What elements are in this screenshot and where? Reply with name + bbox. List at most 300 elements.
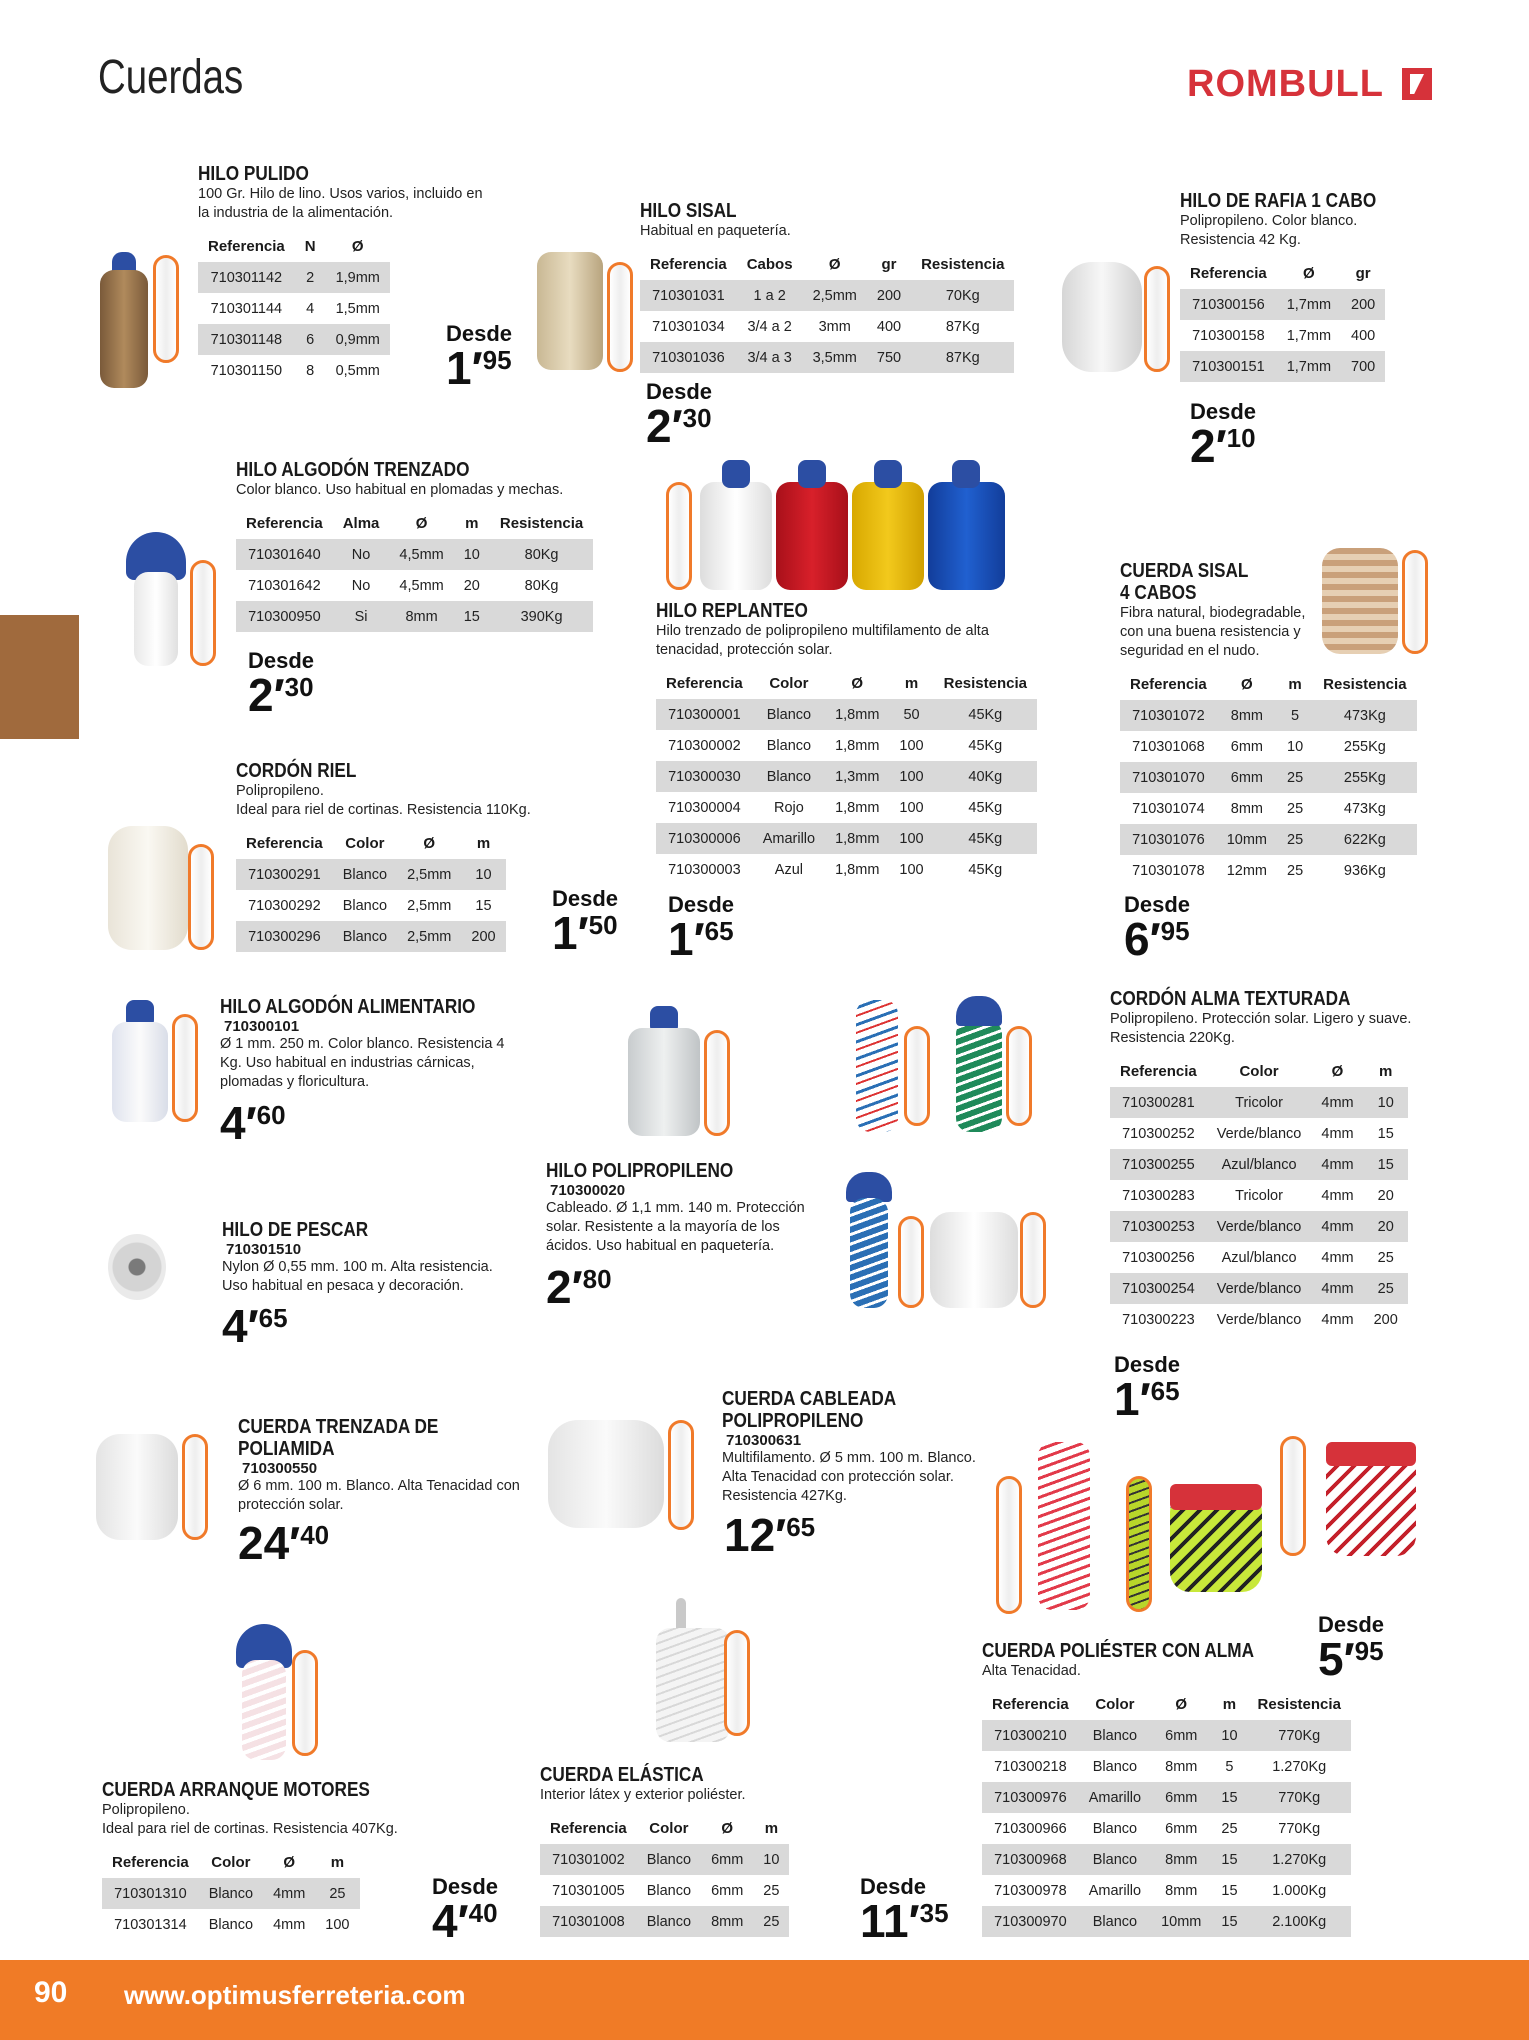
column-header: Ø [721,1820,734,1837]
hilo-algodon-trenzado-swatch [190,560,216,666]
price-cuerda-poliester-alma: Desde 5′95 [1318,1612,1385,1685]
table-cell: 710301002 [540,1844,637,1875]
table-cell: 100 [889,823,933,854]
table-row [1180,289,1385,320]
table-cell: 255Kg [1313,762,1416,793]
table-cell: 50 [889,699,933,730]
product-hilo-polipropileno [546,1160,806,1256]
table-cell: 710300006 [656,823,753,854]
table-cell: Blanco [637,1906,701,1937]
table-cell: 100 [325,1916,350,1933]
column-header: Ø [1175,1696,1188,1713]
product-description: Color blanco. Uso habitual en plomadas y mechas. [236,482,564,498]
table-cell: 400 [1351,327,1376,344]
table-cell: Blanco [199,1878,263,1909]
column-header: Referencia [992,1696,1069,1713]
product-description: Interior látex y exterior poliéster. [540,1787,746,1803]
column-header: Referencia [246,835,323,852]
table-cell: 390Kg [490,601,593,632]
table-cell: 710301076 [1120,824,1217,855]
table-cell: 8 [306,362,315,379]
column-header: Referencia [112,1854,189,1871]
table-cell: 2,5mm [803,280,867,311]
product-description: Polipropileno. Protección solar. Ligero y suave. Resistencia 220Kg. [1110,1011,1412,1046]
table-cell: 710301074 [1132,800,1205,817]
table-cell: 400 [876,318,902,335]
table-row [1120,824,1417,855]
column-header: Ø [415,515,428,532]
table-header-row [1110,1056,1408,1087]
brand-name: ROMBULL [1187,63,1384,105]
table-cell: 15 [1364,1149,1408,1180]
table-cell: Blanco [646,1882,692,1899]
table-row [198,355,390,386]
table-cell: 10 [753,1844,789,1875]
table-cell: 1,8mm [835,861,880,878]
table-cell: 2 [295,262,326,293]
product-cuerda-poliester-alma [982,1640,1351,1937]
table-cell: 15 [454,601,490,632]
table-cell: Blanco [753,761,825,792]
column-header: Resistencia [921,256,1005,273]
page-title: Cuerdas [98,51,244,104]
table-cell: 4mm [1311,1273,1363,1304]
product-reference: 710300550 [242,1460,318,1477]
column-header: m [1379,1063,1393,1080]
spec-table [198,231,390,386]
table-cell: 936Kg [1343,862,1386,879]
table-cell: Blanco [333,859,397,890]
table-cell: 8mm [389,601,453,632]
table-row [982,1751,1351,1782]
table-cell: 4,5mm [399,577,444,594]
table-cell: 710301642 [248,577,321,594]
table-cell: Blanco [1079,1906,1151,1937]
column-header: Ø [423,835,436,852]
table-header-row [1120,669,1417,700]
hilo-algodon-alimentario-image [112,1000,168,1122]
table-cell: 4mm [1311,1087,1363,1118]
table-row [1120,700,1417,731]
column-header: Ø [283,1854,296,1871]
table-cell: 25 [315,1878,359,1909]
table-row [102,1878,360,1909]
table-cell: 750 [867,342,911,373]
brand-logo-icon [1402,68,1432,100]
table-cell: 710300218 [994,1758,1067,1775]
column-header: Color [769,675,809,692]
table-cell: 25 [1287,862,1304,879]
table-cell: 100 [899,737,924,754]
table-header-row [102,1847,360,1878]
table-cell: 15 [1377,1125,1394,1142]
table-row [236,601,593,632]
column-header: gr [881,256,897,273]
column-header: m [904,675,919,692]
product-hilo-replanteo [656,600,1037,885]
table-cell: 8mm [701,1906,753,1937]
spec-table [1180,258,1385,382]
product-title: HILO DE RAFIA 1 CABO [1180,190,1377,212]
table-cell: 710301078 [1132,862,1205,879]
table-header-row [236,508,593,539]
column-header: Ø [851,675,864,692]
table-cell: 25 [753,1906,789,1937]
table-row [1110,1273,1408,1304]
table-row [540,1906,789,1937]
table-row [982,1906,1351,1937]
table-cell: 87Kg [945,318,980,335]
hilo-polipropileno-image [628,1006,700,1136]
spec-table [540,1813,789,1937]
product-title: CUERDA ARRANQUE MOTORES [102,1779,370,1801]
column-header: m [1222,1696,1237,1713]
table-cell: 710301034 [652,318,725,335]
cuerda-cableada-image [548,1420,664,1528]
table-cell: 8mm [1165,1758,1198,1775]
table-cell: 710301036 [640,342,737,373]
product-description-line2: Ideal para riel de cortinas. Resistencia 110Kg. [236,802,531,818]
table-row [540,1844,789,1875]
column-header: N [304,238,316,255]
table-row [540,1875,789,1906]
table-cell: 6mm [1151,1720,1211,1751]
table-cell: 70Kg [911,280,1014,311]
spec-table [982,1689,1351,1937]
table-cell: 710300001 [656,699,753,730]
table-cell: 87Kg [911,342,1014,373]
cuerda-trenzada-poliamida-swatch [182,1434,208,1540]
product-reference: 710300631 [726,1432,802,1449]
table-cell: 25 [1377,1249,1394,1266]
table-cell: No [333,539,390,570]
table-row [1120,793,1417,824]
product-title: HILO PULIDO [198,163,309,185]
table-cell: 4mm [1321,1187,1354,1204]
price-cuerda-cableada: 12′65 [724,1509,816,1561]
table-cell: 4mm [1311,1211,1363,1242]
table-cell: 710300950 [236,601,333,632]
table-header-row [640,249,1014,280]
product-hilo-pescar [222,1219,512,1296]
table-cell: 1.270Kg [1272,1758,1327,1775]
table-cell: 710301314 [114,1916,187,1933]
table-row [982,1720,1351,1751]
table-row [236,539,593,570]
table-cell: 15 [1211,1782,1247,1813]
table-cell: 200 [1341,289,1385,320]
table-row [1110,1304,1408,1335]
table-cell: 770Kg [1248,1782,1351,1813]
product-description: 100 Gr. Hilo de lino. Usos varios, incluido en la industria de la alimentación. [198,186,483,221]
table-header-row [540,1813,789,1844]
table-cell: 100 [889,761,933,792]
product-cuerda-sisal [1120,560,1417,886]
product-description: Cableado. Ø 1,1 mm. 140 m. Protección solar. Resistente a la mayoría de los ácidos. Uso habitual en paquetería. [546,1200,805,1254]
table-row [198,324,390,355]
table-cell: 1,5mm [335,300,380,317]
product-description: Alta Tenacidad. [982,1663,1081,1679]
product-title: CUERDA SISAL [1120,560,1249,582]
table-cell: 710301310 [102,1878,199,1909]
column-header: m [465,515,479,532]
table-row [1110,1180,1408,1211]
cuerda-elastica-image [656,1598,730,1742]
table-cell: 4mm [1311,1149,1363,1180]
table-header-row [236,828,506,859]
table-cell: 710300292 [248,897,321,914]
table-cell: 2,5mm [407,897,452,914]
product-title-line2: POLIAMIDA [238,1438,335,1460]
table-cell: 200 [1373,1311,1398,1328]
table-cell: Blanco [208,1916,254,1933]
table-cell: 6mm [1230,738,1263,755]
table-cell: 710300252 [1122,1125,1195,1142]
table-cell: 80Kg [524,577,559,594]
table-row [640,342,1014,373]
spec-table [1110,1056,1408,1335]
column-header: Referencia [1130,676,1207,693]
product-reference: 710301510 [226,1241,302,1258]
price-hilo-algodon-alimentario: 4′60 [220,1097,286,1149]
table-cell: 6mm [1151,1782,1211,1813]
table-cell: 25 [1287,800,1304,817]
table-cell: 15 [1211,1906,1247,1937]
table-cell: 710300210 [982,1720,1079,1751]
column-header: Resistencia [943,675,1028,692]
spec-table [640,249,1014,373]
table-row [236,921,506,952]
table-cell: 2,5mm [397,859,461,890]
product-reference: 710300101 [224,1018,300,1035]
price-hilo-pescar: 4′65 [222,1300,288,1352]
table-cell: 710301031 [640,280,737,311]
table-cell: No [351,577,371,594]
table-cell: Verde/blanco [1216,1125,1302,1142]
column-header: Ø [1303,265,1315,282]
table-cell: 710301008 [540,1906,637,1937]
hilo-replanteo-swatch [666,482,692,590]
column-header: Resistencia [499,515,584,532]
table-cell: Blanco [1079,1844,1151,1875]
table-cell: 710300254 [1110,1273,1207,1304]
table-cell: Verde/blanco [1216,1311,1302,1328]
table-cell: 3/4 a 3 [737,342,803,373]
table-cell: 8mm [1230,800,1263,817]
table-cell: 6 [295,324,326,355]
table-cell: 255Kg [1343,738,1386,755]
price-cuerda-trenzada-poliamida: 24′40 [238,1517,330,1569]
brand-logo [1187,64,1432,104]
table-row [1110,1242,1408,1273]
product-description: Hilo trenzado de polipropileno multifilamento de alta tenacidad, protección solar. [656,623,989,658]
table-cell: 10 [454,539,490,570]
product-title: HILO ALGODÓN TRENZADO [236,459,470,481]
price-hilo-polipropileno: 2′80 [546,1261,612,1313]
cordon-riel-swatch [188,844,214,950]
column-header: Referencia [550,1820,627,1837]
table-cell: 5 [1277,700,1313,731]
column-header: Color [1095,1696,1135,1713]
table-cell: 1,7mm [1286,327,1332,344]
table-cell: 100 [899,799,924,816]
table-cell: 770Kg [1248,1720,1351,1751]
table-cell: Amarillo [753,823,825,854]
column-header: Resistencia [1323,676,1407,693]
table-cell: 700 [1341,351,1385,382]
column-header: m [764,1820,779,1837]
table-cell: 1,8mm [825,699,889,730]
table-cell: 25 [1221,1820,1238,1837]
table-cell: 12mm [1226,862,1268,879]
table-cell: 710300158 [1192,327,1265,344]
table-cell: 0,9mm [326,324,390,355]
table-cell: 710300281 [1110,1087,1207,1118]
table-cell: 45Kg [968,737,1003,754]
column-header: Ø [351,238,364,255]
table-cell: 473Kg [1343,800,1386,817]
product-title: HILO SISAL [640,200,737,222]
product-description: Habitual en paquetería. [640,223,791,239]
table-cell: 8mm [1217,700,1277,731]
hilo-pescar-image [108,1234,166,1300]
table-cell: Amarillo [1088,1882,1142,1899]
product-hilo-rafia [1180,190,1408,382]
table-row [640,280,1014,311]
table-row [1120,731,1417,762]
hilo-algodon-alimentario-swatch [172,1014,198,1122]
product-cuerda-cableada [722,1388,982,1506]
table-cell: 80Kg [490,539,593,570]
table-cell: 710300003 [668,861,741,878]
product-cuerda-elastica [540,1764,789,1937]
table-cell: 710301148 [198,324,295,355]
cuerda-trenzada-poliamida-image [96,1434,178,1540]
column-header: Ø [1241,676,1253,693]
table-cell: 3,5mm [803,342,867,373]
table-cell: 40Kg [934,761,1037,792]
product-description: Polipropileno. [102,1802,190,1818]
table-cell: 710300004 [668,799,741,816]
table-cell: 45Kg [968,861,1003,878]
column-header: Referencia [1190,265,1267,282]
column-header: m [330,1854,345,1871]
table-cell: Blanco [766,737,812,754]
spec-table [656,668,1037,885]
table-cell: 710301150 [210,362,283,379]
table-cell: 1 a 2 [737,280,803,311]
table-cell: Blanco [342,897,388,914]
product-title-line2: POLIPROPILENO [722,1410,864,1432]
table-header-row [198,231,390,262]
table-cell: 2,5mm [397,921,461,952]
table-cell: Si [333,601,390,632]
table-cell: Blanco [1079,1720,1151,1751]
hilo-sisal-image [537,252,603,370]
spec-table [236,508,593,632]
hilo-replanteo-image [700,460,1005,590]
product-hilo-algodon-trenzado [236,459,593,632]
table-cell: 8mm [1151,1844,1211,1875]
column-header: Referencia [666,675,743,692]
hilo-rafia-image [1062,262,1142,372]
product-description: Ø 1 mm. 250 m. Color blanco. Resistencia 4 Kg. Uso habitual en industrias cárnicas, plomadas y floricultura. [220,1036,505,1090]
table-row [198,293,390,324]
table-cell: 710300968 [982,1844,1079,1875]
table-cell: Blanco [637,1844,701,1875]
cuerda-elastica-swatch [724,1630,750,1736]
table-cell: Verde/blanco [1207,1273,1312,1304]
product-description-line2: Ideal para riel de cortinas. Resistencia 407Kg. [102,1821,398,1837]
table-cell: 770Kg [1278,1820,1321,1837]
table-cell: 4,5mm [389,539,453,570]
table-cell: 10mm [1151,1906,1211,1937]
product-title-line2: 4 CABOS [1120,582,1197,604]
table-cell: 710300151 [1180,351,1277,382]
product-title: CUERDA POLIÉSTER CON ALMA [982,1640,1255,1662]
product-description: Nylon Ø 0,55 mm. 100 m. Alta resistencia. Uso habitual en pesaca y decoración. [222,1259,493,1294]
table-cell: 3mm [818,318,851,335]
table-cell: 5 [1225,1758,1234,1775]
table-row [656,854,1037,885]
price-hilo-algodon-trenzado: Desde 2′30 [248,648,315,721]
table-cell: 4mm [273,1916,306,1933]
table-row [656,730,1037,761]
table-cell: 710301142 [198,262,295,293]
table-cell: Azul/blanco [1221,1249,1297,1266]
table-cell: 10 [1364,1087,1408,1118]
table-row [236,570,593,601]
product-cuerda-trenzada-poliamida [238,1416,528,1515]
spec-table [1120,669,1417,886]
table-cell: 710300030 [656,761,753,792]
table-cell: 10 [1287,738,1304,755]
column-header: Resistencia [1257,1696,1341,1713]
column-header: Referencia [1120,1063,1197,1080]
product-description: Fibra natural, biodegradable, con una buena resistencia y seguridad en el nudo. [1120,605,1306,659]
table-row [982,1844,1351,1875]
table-cell: 200 [461,921,505,952]
product-title: HILO DE PESCAR [222,1219,369,1241]
product-description: Polipropileno. [236,783,324,799]
table-cell: 0,5mm [335,362,380,379]
table-cell: 710301144 [210,300,283,317]
table-row [1110,1118,1408,1149]
table-cell: 25 [763,1882,780,1899]
table-cell: 1,8mm [825,823,889,854]
product-cordon-riel [236,760,531,952]
table-cell: 710300256 [1122,1249,1195,1266]
table-row [656,761,1037,792]
table-row [656,699,1037,730]
table-cell: Blanco [333,921,397,952]
website-link[interactable]: www.optimusferreteria.com [124,1980,466,2010]
price-hilo-pulido: Desde 1′95 [446,321,513,394]
table-cell: 4mm [1321,1311,1354,1328]
cuerda-poliester-alma-image [996,1436,1416,1614]
table-cell: 2.100Kg [1248,1906,1351,1937]
table-cell: 6mm [1165,1820,1198,1837]
table-cell: 710300253 [1110,1211,1207,1242]
table-row [1120,762,1417,793]
product-title: CORDÓN RIEL [236,760,357,782]
table-cell: 710301068 [1132,738,1205,755]
price-cordon-riel: Desde 1′50 [552,886,619,959]
product-title: CUERDA CABLEADA [722,1388,897,1410]
spec-table [102,1847,360,1940]
footer-bar [0,1960,1529,2040]
table-header-row [982,1689,1351,1720]
